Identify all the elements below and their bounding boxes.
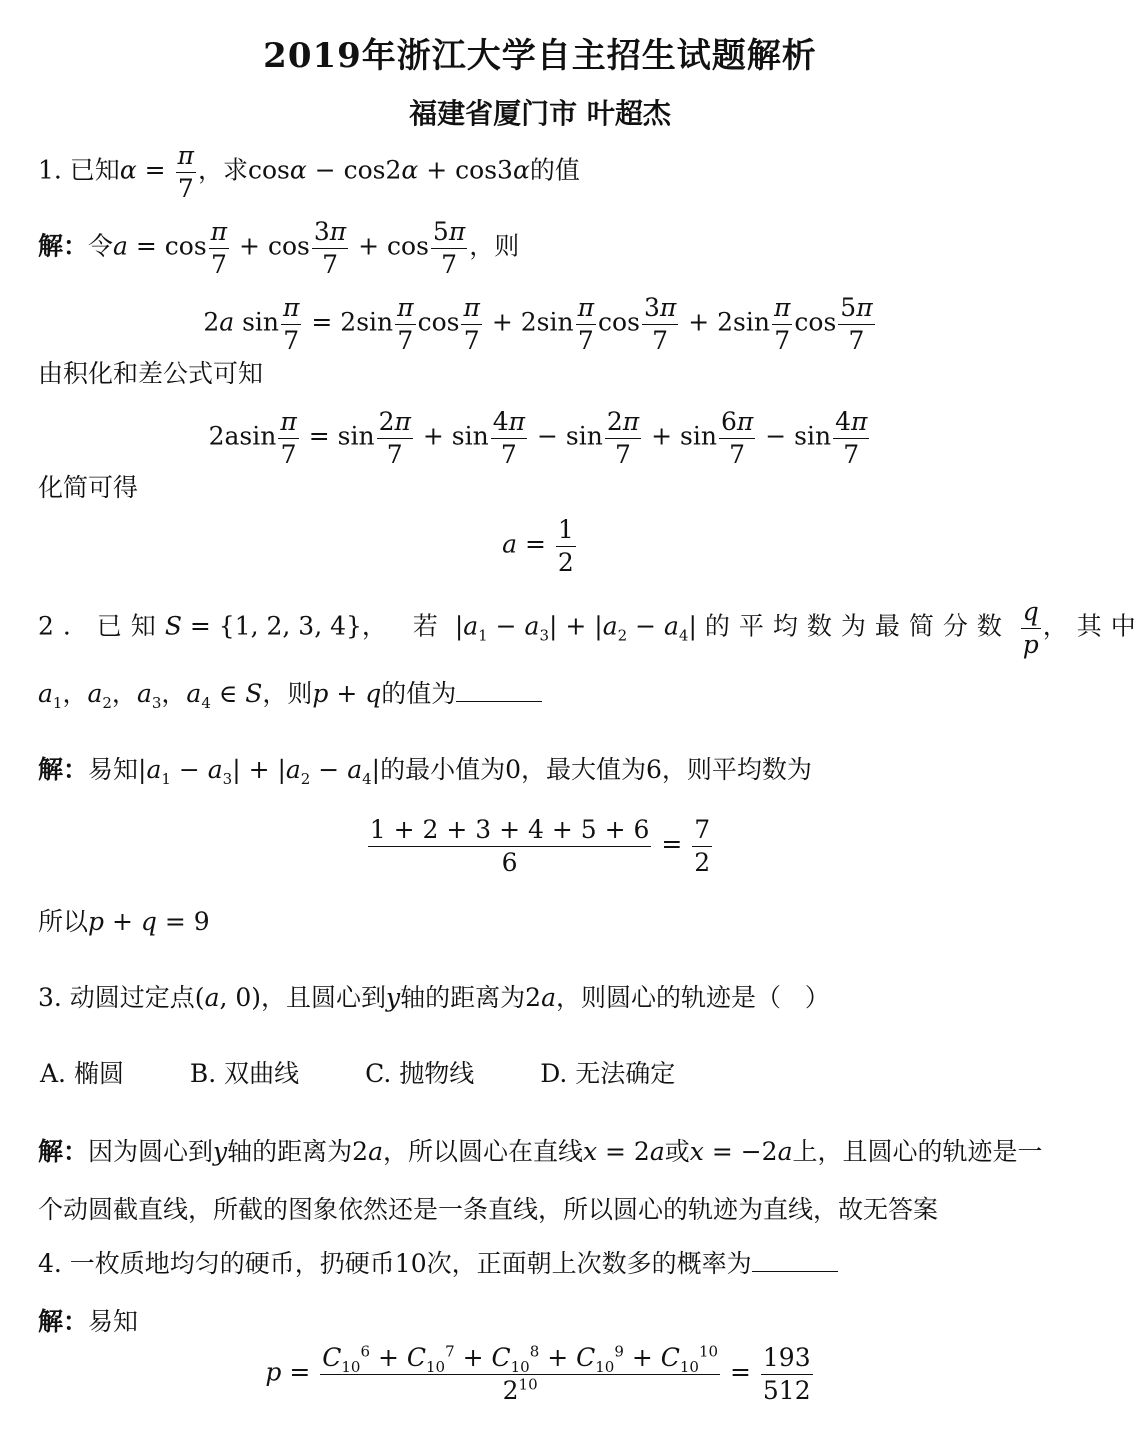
option-d: D. 无法确定 [540, 1059, 676, 1088]
problem-1-equation-1: 2a sin $\frac{\pi}{7}$ = 2sin $\frac{\pi}{7}$ cos $\frac{\pi}{7}$ + 2sin $\frac{\pi}{7}$ cos $\frac{3\pi}{7}$ + 2sin $\frac{\pi}{7}$ cos $\frac{5\pi}{7}$ [203, 293, 873, 355]
problem-3-question: 3. 动圆过定点(a, 0)，且圆心到y轴的距离为2a，则圆心的轨迹是（ ） [38, 983, 830, 1012]
author-line: 福建省厦门市 叶超杰 [409, 97, 671, 130]
document-title: 2019年浙江大学自主招生试题解析 [263, 36, 817, 76]
problem-2-question-line-1: 2. 已知S = {1, 2, 3, 4}， 若 $|a_1 - a_3| + |a_2 - a_4|$ 的平均数为最简分数 $\frac{q}{p}$ ，其中 [38, 597, 1145, 659]
problem-2-conclusion: 所以p + q = 9 [38, 907, 210, 936]
problem-4-question: 4. 一枚质地均匀的硬币，扔硬币10次，正面朝上次数多的概率为 [38, 1246, 838, 1282]
problem-1-question: 1. 已知α = $\frac{\pi}{7}$ ，求cosα − cos2α + cos3α的值 [38, 141, 580, 203]
problem-3-solution-line-2: 个动圆截直线，所截的图象依然还是一条直线，所以圆心的轨迹为直线，故无答案 [38, 1195, 939, 1224]
problem-1-equation-3: a = $\frac{1}{2}$ [502, 515, 574, 577]
option-a: A. 椭圆 [40, 1059, 124, 1088]
problem-1-text-3: 化简可得 [38, 473, 139, 502]
problem-1-equation-2: 2asin $\frac{\pi}{7}$ = sin $\frac{2\pi}{7}$ + sin $\frac{4\pi}{7}$ − sin $\frac{2\pi}{7}$ + sin $\frac{6\pi}{7}$ − sin $\frac{4\pi}{7}$ [208, 407, 868, 469]
option-c: C. 抛物线 [365, 1059, 475, 1088]
problem-4-equation-1: p = $\frac{C_{10}^6 + C_{10}^7 + C_{10}^8 + C_{10}^9 + C_{10}^{10}}{2^{10}}$ = $\frac{193}{512}$ [265, 1342, 811, 1405]
option-b: B. 双曲线 [189, 1059, 300, 1088]
problem-1-solution-intro: 解：令a = cos $\frac{\pi}{7}$ + cos $\frac{3\pi}{7}$ + cos $\frac{5\pi}{7}$ ，则 [38, 217, 520, 279]
problem-2-question-line-2: $a_1$，$a_2$，$a_3$，$a_4$ ∈ S，则p + q的值为 [38, 676, 542, 712]
problem-3-options [40, 1056, 733, 1092]
problem-1-text-2: 由积化和差公式可知 [38, 359, 264, 388]
problem-2-equation-1: $\frac{1 + 2 + 3 + 4 + 5 + 6}{6}$ = $\frac{7}{2}$ [369, 815, 711, 877]
problem-3-solution-line-1: 解：因为圆心到y轴的距离为2a，所以圆心在直线x = 2a或x = −2a上，且圆心的轨迹是一 [38, 1137, 1043, 1166]
answer-blank [752, 1249, 838, 1272]
problem-2-solution-intro: 解：易知$|a_1 - a_3| + |a_2 - a_4|$的最小值为0，最大值为6，则平均数为 [38, 755, 812, 788]
problem-4-solution-intro: 解：易知 [38, 1307, 139, 1336]
answer-blank [456, 679, 542, 702]
